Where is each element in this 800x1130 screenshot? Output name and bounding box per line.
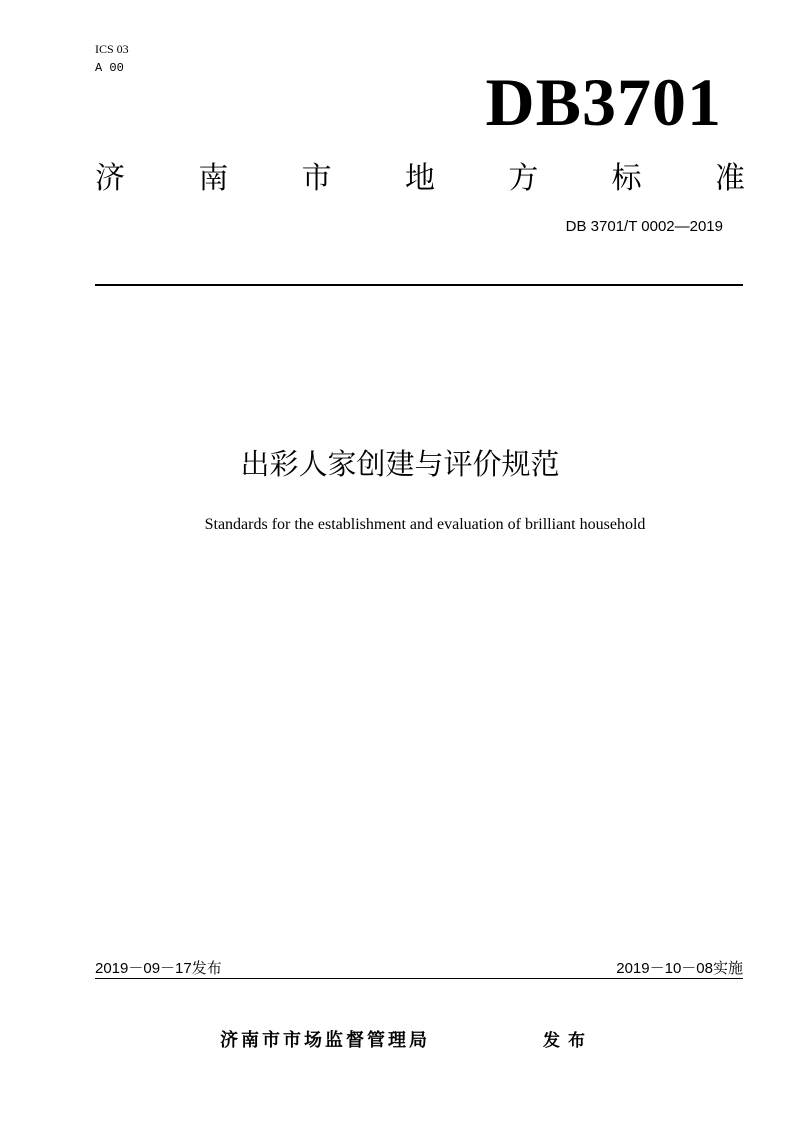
- implementation-label: 实施: [712, 959, 743, 977]
- date-row: [95, 957, 743, 979]
- issuer-title: [95, 153, 745, 197]
- issuer-title-char: 方: [508, 161, 539, 196]
- header-divider: [95, 284, 743, 286]
- issuer-title-char: 南: [198, 161, 229, 196]
- implementation-date-value: 2019－10－08: [616, 960, 713, 977]
- standard-number: DB 3701/T 0002—2019: [565, 218, 723, 235]
- standard-code-heading: DB3701: [485, 64, 722, 140]
- document-title-chinese: 出彩人家创建与评价规范: [240, 447, 560, 481]
- implementation-date: [616, 957, 743, 980]
- issuer-title-char: 标: [611, 161, 642, 196]
- document-title-english: Standards for the establishment and evaluation of brilliant household: [204, 516, 646, 533]
- ccs-code: A 00: [95, 61, 124, 75]
- publisher-label: 发布: [543, 1031, 593, 1051]
- issuer-title-char: 济: [95, 161, 125, 196]
- ics-code: ICS 03: [95, 42, 129, 56]
- issuer-title-char: 地: [404, 161, 435, 196]
- issue-label: 发布: [191, 959, 222, 977]
- issuer-title-char: 市: [301, 161, 332, 196]
- publisher-name: 济南市市场监督管理局: [220, 1030, 430, 1051]
- issue-date-value: 2019－09－17: [95, 960, 192, 977]
- issue-date: [95, 957, 222, 980]
- footer-divider: [95, 978, 743, 979]
- issuer-title-char: 准: [714, 161, 745, 196]
